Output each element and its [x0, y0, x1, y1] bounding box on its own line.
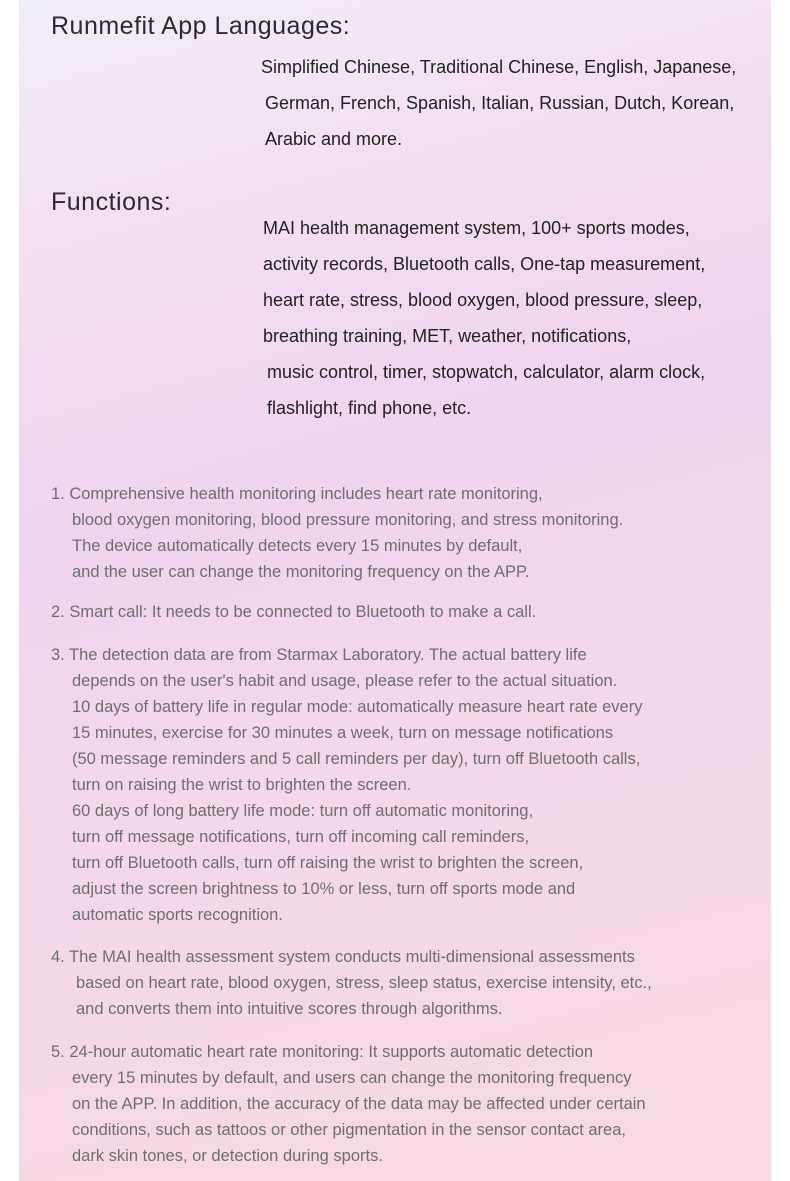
note-1-line: blood oxygen monitoring, blood pressure monitoring, and stress monitoring. [72, 511, 624, 529]
languages-line: Arabic and more. [265, 129, 403, 149]
product-info-card [19, 0, 771, 1181]
note-3-line: automatic sports recognition. [72, 906, 283, 924]
languages-line: German, French, Spanish, Italian, Russian, Dutch, Korean, [265, 93, 735, 113]
note-1-line: 1. Comprehensive health monitoring includes heart rate monitoring, [51, 485, 543, 503]
note-3-line: 15 minutes, exercise for 30 minutes a week, turn on message notifications [72, 724, 614, 742]
note-3-line: turn off message notifications, turn off incoming call reminders, [72, 828, 530, 846]
functions-heading: Functions: [51, 188, 172, 216]
functions-line: music control, timer, stopwatch, calculator, alarm clock, [267, 362, 706, 382]
languages-line: Simplified Chinese, Traditional Chinese, English, Japanese, [261, 57, 737, 77]
note-5-line: conditions, such as tattoos or other pigmentation in the sensor contact area, [72, 1121, 626, 1139]
note-5-line: dark skin tones, or detection during sports. [72, 1147, 383, 1165]
functions-line: heart rate, stress, blood oxygen, blood pressure, sleep, [263, 290, 703, 310]
note-3-line: 3. The detection data are from Starmax Laboratory. The actual battery life [51, 646, 587, 664]
functions-line: flashlight, find phone, etc. [267, 398, 472, 418]
note-5-line: on the APP. In addition, the accuracy of the data may be affected under certain [72, 1095, 646, 1113]
note-1-line: The device automatically detects every 15 minutes by default, [72, 537, 523, 555]
note-3-line: 10 days of battery life in regular mode: automatically measure heart rate every [72, 698, 643, 716]
note-1-line: and the user can change the monitoring frequency on the APP. [72, 563, 530, 581]
note-3-line: depends on the user's habit and usage, please refer to the actual situation. [72, 672, 618, 690]
note-5-line: every 15 minutes by default, and users can change the monitoring frequency [72, 1069, 632, 1087]
functions-line: breathing training, MET, weather, notifications, [263, 326, 632, 346]
note-4-line: and converts them into intuitive scores through algorithms. [76, 1000, 503, 1018]
note-5-line: 5. 24-hour automatic heart rate monitoring: It supports automatic detection [51, 1043, 594, 1061]
note-4-line: 4. The MAI health assessment system conducts multi-dimensional assessments [51, 948, 635, 966]
note-3-line: turn on raising the wrist to brighten the screen. [72, 776, 412, 794]
note-4-line: based on heart rate, blood oxygen, stress, sleep status, exercise intensity, etc., [76, 974, 652, 992]
languages-heading: Runmefit App Languages: [51, 12, 351, 40]
note-3-line: adjust the screen brightness to 10% or less, turn off sports mode and [72, 880, 576, 898]
note-2-line: 2. Smart call: It needs to be connected to Bluetooth to make a call. [51, 603, 537, 621]
functions-line: MAI health management system, 100+ sports modes, [263, 218, 690, 238]
note-3-line: 60 days of long battery life mode: turn off automatic monitoring, [72, 802, 534, 820]
note-3-line: turn off Bluetooth calls, turn off raising the wrist to brighten the screen, [72, 854, 584, 872]
note-3-line: (50 message reminders and 5 call reminders per day), turn off Bluetooth calls, [72, 750, 641, 768]
functions-line: activity records, Bluetooth calls, One-tap measurement, [263, 254, 706, 274]
